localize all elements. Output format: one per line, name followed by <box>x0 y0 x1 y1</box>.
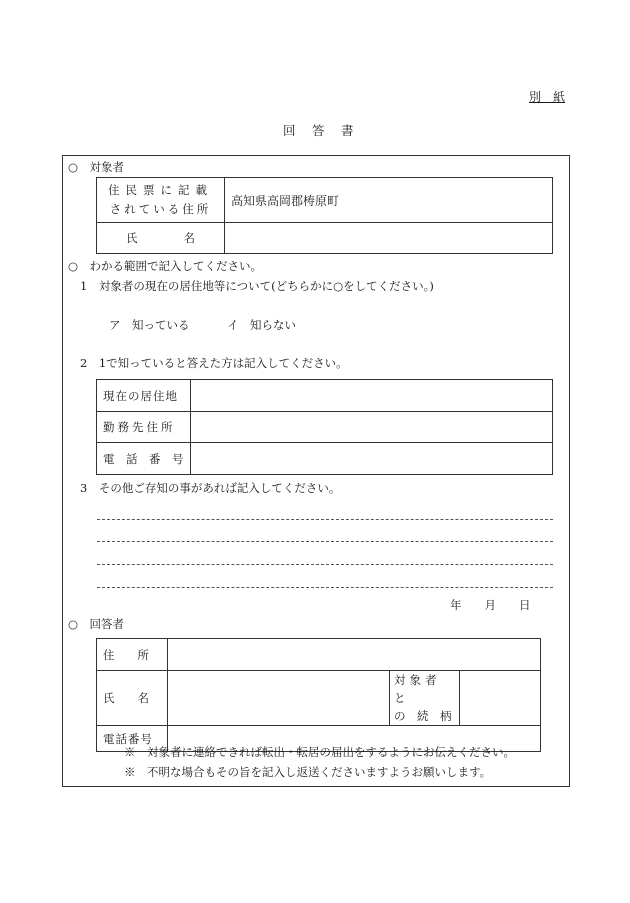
respondent-address-value[interactable] <box>168 639 541 671</box>
relation-label-line1: 対象者と <box>394 673 441 705</box>
question-3: 3 その他ご存知の事があれば記入してください。 <box>80 481 341 495</box>
note-2: ※ 不明な場合もその旨を記入し返送くださいますようお願いします。 <box>124 765 492 779</box>
phone-label: 電 話 番 号 <box>97 443 191 475</box>
subject-name-label: 氏 名 <box>97 223 225 254</box>
answer-line[interactable] <box>97 564 553 565</box>
subject-address-value[interactable]: 高知県高岡郡梼原町 <box>225 178 553 223</box>
respondent-phone-label: 電話番号 <box>97 726 168 752</box>
respondent-address-label: 住 所 <box>97 639 168 671</box>
respondent-name-label: 氏 名 <box>97 671 168 726</box>
option-i[interactable]: イ 知らない <box>227 318 296 332</box>
subject-address-label-line1: 住民票に記載 <box>108 183 213 197</box>
relation-label-cell <box>390 671 460 726</box>
work-address-value[interactable] <box>191 412 553 443</box>
phone-value[interactable] <box>191 443 553 475</box>
page-title: 回 答 書 <box>283 123 356 138</box>
date-line: 年 月 日 <box>450 598 531 612</box>
subject-name-value[interactable] <box>225 223 553 254</box>
subject-heading: ○ 対象者 <box>68 160 125 174</box>
relation-value[interactable] <box>460 671 541 726</box>
subject-address-label-cell <box>97 178 225 223</box>
question-1: 1 対象者の現在の居住地等について(どちらかに○をしてください。) <box>80 279 434 293</box>
respondent-heading: ○ 回答者 <box>68 617 125 631</box>
work-address-label: 勤務先住所 <box>97 412 191 443</box>
subject-table <box>96 177 553 254</box>
attachment-label: 別 紙 <box>529 90 566 104</box>
residence-value[interactable] <box>191 380 553 412</box>
relation-label-line2: の 続 柄 <box>394 709 452 723</box>
location-table <box>96 379 553 475</box>
residence-label: 現在の居住地 <box>97 380 191 412</box>
option-a[interactable]: ア 知っている <box>109 318 190 332</box>
respondent-name-value[interactable] <box>168 671 390 726</box>
subject-address-label-line2: されている住所 <box>109 202 212 216</box>
note-1: ※ 対象者に連絡できれば転出・転居の届出をするようにお伝えください。 <box>124 745 515 759</box>
questions-heading: ○ わかる範囲で記入してください。 <box>68 259 263 273</box>
answer-line[interactable] <box>97 519 553 520</box>
respondent-table <box>96 638 541 752</box>
question-2: 2 1で知っていると答えた方は記入してください。 <box>80 356 348 370</box>
answer-line[interactable] <box>97 587 553 588</box>
answer-line[interactable] <box>97 541 553 542</box>
